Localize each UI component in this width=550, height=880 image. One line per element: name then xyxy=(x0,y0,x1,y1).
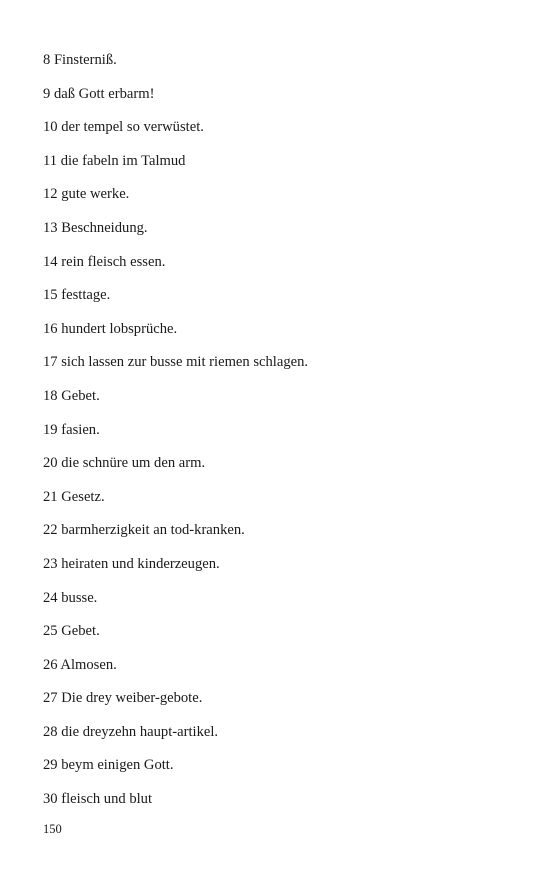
list-item: 13 Beschneidung. xyxy=(43,219,148,236)
list-item: 14 rein fleisch essen. xyxy=(43,253,166,270)
list-item: 16 hundert lobsprüche. xyxy=(43,320,178,337)
list-item: 8 Finsterniß. xyxy=(43,52,117,68)
list-item: 9 daß Gott erbarm! xyxy=(43,85,155,102)
list-item: 26 Almosen. xyxy=(43,656,117,673)
list-item: 17 sich lassen zur busse mit riemen schlagen. xyxy=(43,354,309,371)
list-item: 25 Gebet. xyxy=(43,623,100,640)
list-item: 12 gute werke. xyxy=(43,186,130,203)
list-item: 21 Gesetz. xyxy=(43,488,105,505)
entry-list xyxy=(43,52,308,825)
list-item: 22 barmherzigkeit an tod-kranken. xyxy=(43,522,245,539)
list-item: 18 Gebet. xyxy=(43,387,100,404)
list-item: 29 beym einigen Gott. xyxy=(43,757,174,774)
list-item: 27 Die drey weiber-gebote. xyxy=(43,690,203,707)
list-item: 19 fasien. xyxy=(43,421,100,438)
list-item: 30 fleisch und blut xyxy=(43,791,153,808)
list-item: 28 die dreyzehn haupt-artikel. xyxy=(43,723,219,740)
page-number: 150 xyxy=(43,822,62,836)
list-item: 11 die fabeln im Talmud xyxy=(43,152,186,169)
list-item: 10 der tempel so verwüstet. xyxy=(43,119,204,136)
list-item: 23 heiraten und kinderzeugen. xyxy=(43,555,220,572)
list-item: 24 busse. xyxy=(43,589,98,606)
list-item: 20 die schnüre um den arm. xyxy=(43,455,206,472)
list-item: 15 festtage. xyxy=(43,287,111,304)
